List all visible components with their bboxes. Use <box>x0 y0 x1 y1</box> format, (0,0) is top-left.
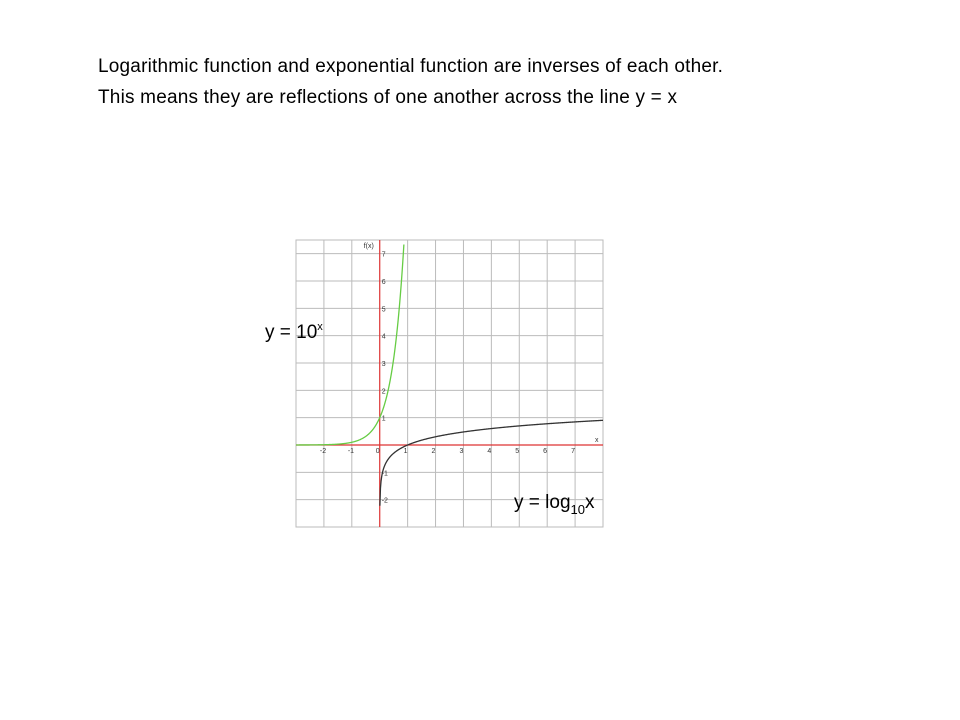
x-tick-label: 3 <box>459 448 464 455</box>
y-axis-name: f(x) <box>363 243 374 250</box>
x-tick-label: -2 <box>319 448 327 455</box>
slide-line-2: This means they are reflections of one another across the line y = x <box>98 87 678 108</box>
grid <box>296 240 603 527</box>
plot-border <box>296 240 603 527</box>
x-axis-name: x <box>595 437 599 444</box>
tick-labels <box>320 252 575 505</box>
axes <box>296 240 603 527</box>
exponential-curve <box>296 245 404 445</box>
exponential-curve-label <box>265 316 323 344</box>
slide-line-1: Logarithmic function and exponential function are inverses of each other. <box>98 56 724 77</box>
x-tick-label: -1 <box>347 448 355 455</box>
x-tick-label: 6 <box>543 448 548 455</box>
x-tick-label: 2 <box>431 448 436 455</box>
y-tick-label: 4 <box>381 333 386 341</box>
y-tick-label: 6 <box>381 279 386 286</box>
y-tick-label: 5 <box>381 306 386 314</box>
y-tick-label: -2 <box>381 497 388 505</box>
y-tick-label: 3 <box>381 361 386 368</box>
exp-label-exponent: x <box>317 321 323 333</box>
logarithmic-curve-label <box>514 492 594 521</box>
y-tick-label: 1 <box>381 415 386 423</box>
y-tick-label: -1 <box>381 470 388 478</box>
x-tick-label: 4 <box>487 448 492 455</box>
exp-label-base: y = 10 <box>265 322 318 343</box>
log-label-subscript: 10 <box>570 502 585 517</box>
log-label-tail: x <box>584 492 595 513</box>
y-tick-label: 2 <box>381 388 386 396</box>
log-label-base: y = log <box>514 492 571 513</box>
x-tick-label: 1 <box>403 448 408 455</box>
x-tick-label: 5 <box>515 448 520 455</box>
x-tick-label: 0 <box>375 448 380 455</box>
x-tick-label: 7 <box>571 448 575 455</box>
y-tick-label: 7 <box>381 251 386 259</box>
curves <box>296 245 603 506</box>
